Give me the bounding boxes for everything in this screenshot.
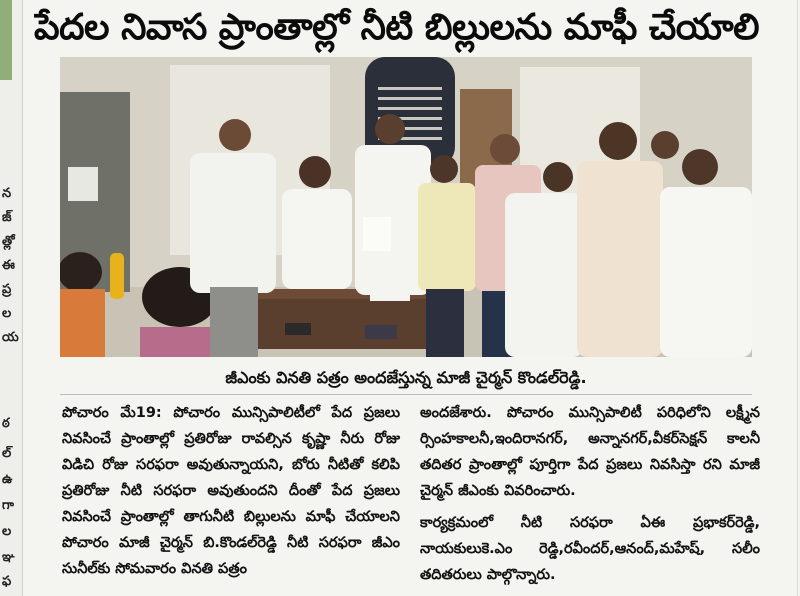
article-column-left	[62, 400, 400, 588]
news-photo	[60, 57, 752, 357]
fragment-glyph: ఫ	[2, 574, 12, 589]
article-paragraph	[62, 400, 400, 582]
adjacent-column-fragment	[0, 0, 23, 596]
headline: పేదల నివాస ప్రాంతాల్లో నీటి బిల్లులను మాఫీ చేయాలి	[34, 7, 760, 48]
photo-caption: జీఎంకు వినతి పత్రం అందజేస్తున్న మాజీ చైర్మన్ కొండల్‌రెడ్డి.	[60, 362, 752, 395]
fragment-glyph: న	[2, 186, 12, 201]
fragment-glyph: ఉ	[2, 472, 13, 487]
fragment-glyph: ఞ	[2, 550, 15, 565]
column-rule	[797, 0, 798, 596]
article-column-right	[420, 400, 760, 594]
fragment-glyph: జ్	[2, 210, 12, 225]
fragment-glyph: య	[2, 330, 19, 345]
fragment-glyph: ఠ	[2, 416, 10, 431]
article-paragraph: అందజేశారు. పోచారం మున్సిపాలిటీ పరిధిలోని లక్ష్మీన ర్సింహకాలనీ,ఇందిరానగర్, అన్నానగర్,వీకర్‌సెక్షన్ కాలనీ తదితర ప్రాంతాల్లో పూర్తిగా పేద ప్రజలు నివసిస్తా రని మాజీ చైర్మన్ జీఎంకు వివరించారు.	[420, 405, 760, 499]
dateline: పోచారం మే19:	[62, 405, 162, 421]
fragment-glyph: ల	[2, 306, 12, 321]
fragment-glyph: ఈ	[2, 258, 15, 273]
fragment-glyph: గా	[2, 498, 14, 513]
fragment-glyph: ల్	[2, 446, 12, 461]
fragment-glyph: ప్ర	[2, 282, 12, 297]
article-body-text: పోచారం మున్సిపాలిటీలో పేద ప్రజలు నివసించే ప్రాంతాల్లో ప్రతిరోజు రావల్సిన కృష్ణా నీరు రోజు విడిచి రోజు సరఫరా అవుతున్నాయని, బోరు నీటితో కలిపి ప్రతిరోజు నీటి సరఫరా అవుతుందని దీంతో పేద ప్రజలు నివసించే ప్రాంతాల్లో తాగునీటి బిల్లులను మాఫీ చేయాలని పోచారం మాజీ చైర్మన్ బి.కొండల్‌రెడ్డి నీటి సరఫరా జీఎం సునీల్‌కు సోమవారం వినతి పత్రం	[62, 405, 400, 577]
adjacent-photo-fragment	[0, 0, 12, 80]
article-paragraph: కార్యక్రమంలో నీటి సరఫరా ఏఈ ప్రభాకర్‌రెడ్డి, నాయకులుకె.ఎం రెడ్డి,రవీందర్,ఆనంద్,మహేష్, సలీం తదితరులు పాల్గొన్నారు.	[420, 515, 760, 583]
fragment-glyph: త్లో	[2, 234, 15, 249]
fragment-glyph: ల	[2, 524, 12, 539]
